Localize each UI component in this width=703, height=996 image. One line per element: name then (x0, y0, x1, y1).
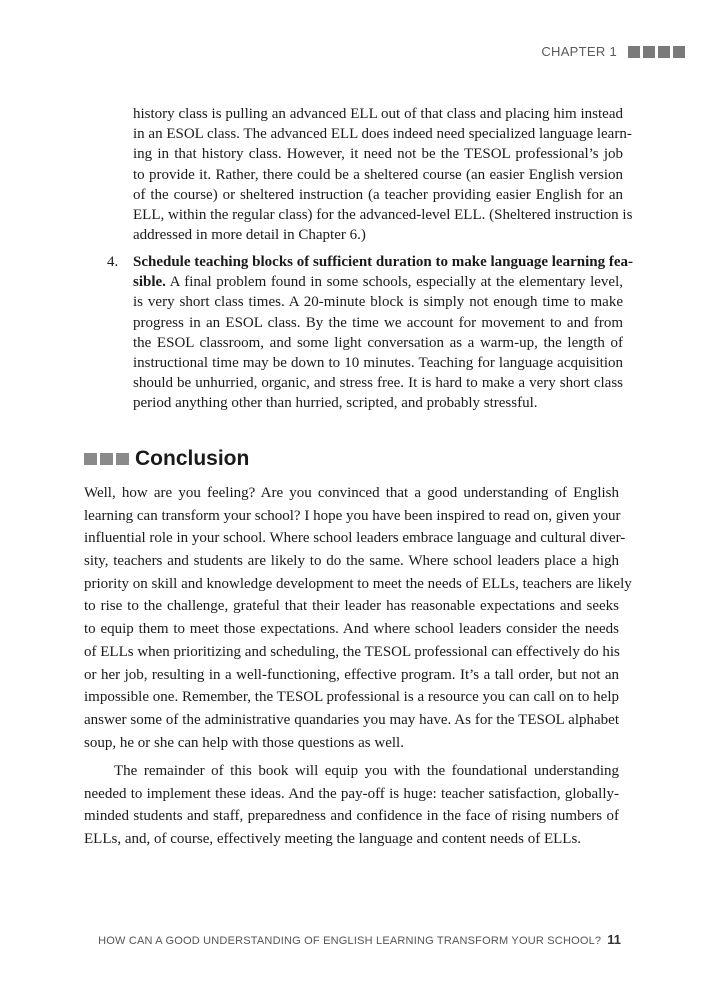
chapter-square-icon (658, 46, 670, 58)
text-line: influential role in your school. Where school leaders embrace language and cultural diver- (84, 530, 626, 547)
text-line: the ESOL classroom, and some light conversation as a warm-up, the length of (133, 334, 623, 351)
heading-square-icon (100, 453, 113, 465)
text-line: of the course) or sheltered instruction (a teacher providing easier English for an (133, 186, 623, 203)
text-line: to rise to the challenge, grateful that their leader has reasonable expectations and seeks (84, 598, 619, 615)
running-title: HOW CAN A GOOD UNDERSTANDING OF ENGLISH LEARNING TRANSFORM YOUR SCHOOL? (98, 935, 602, 947)
text-line: soup, he or she can help with those questions as well. (84, 734, 404, 751)
text-line: priority on skill and knowledge development to meet the needs of ELLs, teachers are likely (84, 575, 632, 592)
text-line: addressed in more detail in Chapter 6.) (133, 227, 366, 244)
text-line: minded students and staff, preparedness and confidence in the face of rising numbers of (84, 808, 619, 825)
text-line: progress in an ESOL class. By the time we account for movement to and from (133, 314, 623, 331)
text-line: instructional time may be down to 10 minutes. Teaching for language acquisition (133, 354, 623, 371)
heading-square-icon (116, 453, 129, 465)
text-line (133, 272, 623, 292)
text-line: in an ESOL class. The advanced ELL does indeed need specialized language learn- (133, 126, 632, 143)
text-line: to provide it. Rather, there could be a sheltered course (an easier English version (133, 166, 623, 183)
list-item-3-continuation (133, 104, 633, 245)
text-line: of ELLs when prioritizing and scheduling, the TESOL professional can effectively do his (84, 643, 620, 660)
text-line: impossible one. Remember, the TESOL professional is a resource you can call on to help (84, 689, 619, 706)
section-heading-text: Conclusion (135, 447, 250, 470)
text-line: ing in that history class. However, it need not be the TESOL professional’s job (133, 146, 623, 163)
conclusion-paragraph-2 (84, 760, 619, 851)
text-fragment: A final problem found in some schools, especially at the elementary level, (165, 274, 623, 291)
text-line: period anything other than hurried, scripted, and probably stressful. (133, 395, 538, 412)
page-footer (98, 932, 621, 947)
list-item-title-bold: sible. (133, 274, 166, 291)
chapter-square-icon (628, 46, 640, 58)
chapter-square-icon (643, 46, 655, 58)
text-line: history class is pulling an advanced ELL out of that class and placing him instead (133, 106, 623, 122)
text-line: ELL, within the regular class) for the advanced-level ELL. (Sheltered instruction is (133, 206, 633, 223)
text-line: sity, teachers and students are likely to do the same. Where school leaders place a high (84, 553, 619, 570)
text-line: is very short class times. A 20-minute block is simply not enough time to make (133, 294, 623, 311)
list-item-number: 4. (107, 254, 119, 270)
section-heading (84, 447, 249, 471)
list-item-title-bold: Schedule teaching blocks of sufficient duration to make language learning fea- (133, 254, 634, 270)
text-line: Well, how are you feeling? Are you convinced that a good understanding of English (84, 485, 619, 501)
text-line: answer some of the administrative quandaries you may have. As for the TESOL alphabet (84, 711, 619, 728)
text-line: learning can transform your school? I hope you have been inspired to read on, given your (84, 507, 621, 524)
text-line: or her job, resulting in a well-functioning, effective program. It’s a tall order, but not an (84, 666, 619, 683)
chapter-label: CHAPTER 1 (541, 44, 617, 59)
conclusion-paragraph-1 (84, 482, 632, 754)
heading-square-icon (84, 453, 97, 465)
chapter-square-icon (673, 46, 685, 58)
text-line: should be unhurried, organic, and stress free. It is hard to make a very short class (133, 375, 623, 392)
text-line: to equip them to meet those expectations. And where school leaders consider the needs (84, 621, 619, 638)
text-line: ELLs, and, of course, effectively meeting the language and content needs of ELLs. (84, 831, 582, 848)
chapter-header (541, 44, 685, 59)
list-item-4 (133, 252, 634, 414)
text-line: needed to implement these ideas. And the pay-off is huge: teacher satisfaction, globally- (84, 785, 619, 802)
page-number: 11 (607, 932, 621, 947)
list-item-title (133, 252, 634, 272)
text-line: The remainder of this book will equip you with the foundational understanding (114, 763, 619, 779)
